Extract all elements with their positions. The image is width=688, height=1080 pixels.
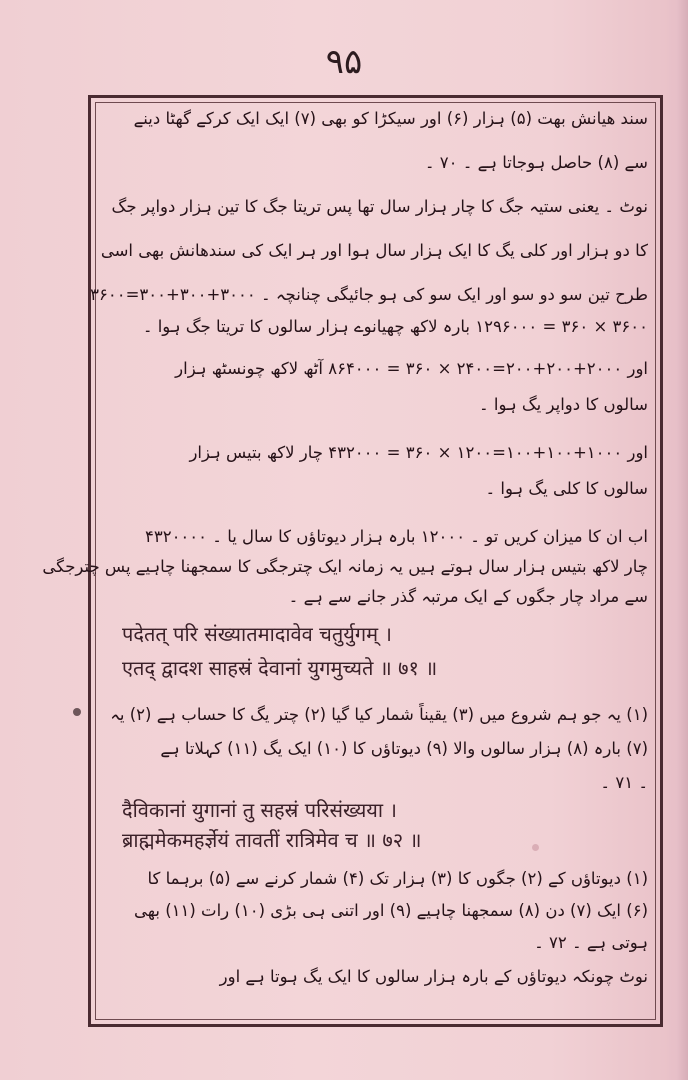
sanskrit-verse-2: एतद् द्वादश साहस्रं देवानां युगमुच्यते ॥ ७१ ॥ (122, 656, 438, 680)
urdu-line-15: (۷) بارہ (۸) ہزار سالوں والا (۹) دیوتاؤں کا (۱۰) ایک یگ (۱۱) کہلاتا ہے (160, 739, 648, 758)
urdu-line-14: (۱) یہ جو ہم شروع میں (۳) یقیناً شمار کیا گیا (۲) چتر یگ کا حساب ہے (۲) یہ (110, 705, 648, 724)
urdu-line-19: ہوتی ہے ۔ ۷۲ ۔ (534, 933, 648, 952)
urdu-line-9: اور ۱۰۰۰+۱۰۰+۱۰۰=۱۲۰۰ × ۳۶۰ = ۴۳۲۰۰۰ چار لاکھ بتیس ہزار (189, 443, 648, 462)
sanskrit-verse-1: पदेतत् परि संख्यातमादावेव चतुर्युगम् । (122, 622, 393, 646)
page-content (42, 108, 648, 1010)
urdu-line-5: طرح تین سو دو سو اور ایک سو کی ہو جائیگی چنانچہ ۔ ۳۰۰۰+۳۰۰+۳۰۰=۳۶۰۰ (90, 285, 648, 304)
urdu-line-11: اب ان کا میزان کریں تو ۔ ۱۲۰۰۰ بارہ ہزار دیوتاؤں کا سال یا ۔ ۴۳۲۰۰۰۰ (144, 527, 648, 546)
page-number: ۹۵ (325, 42, 363, 82)
urdu-line-20: نوٹ چونکہ دیوتاؤں کے بارہ ہزار سالوں کا ایک یگ ہوتا ہے اور (219, 967, 648, 986)
urdu-line-10: سالوں کا کلی یگ ہوا ۔ (485, 479, 648, 498)
urdu-line-3: نوٹ ۔ یعنی ستیہ جگ کا چار ہزار سال تھا پس تریتا جگ کا تین ہزار دواپر جگ (111, 197, 648, 216)
ink-dot (73, 708, 81, 716)
urdu-line-16: ۔ ۷۱ ۔ (600, 773, 648, 792)
urdu-line-1: سند هيانش بهت (۵) ہزار (۶) اور سیکڑا کو بھی (۷) ایک ایک کرکے گھٹا دینے (133, 109, 648, 128)
urdu-line-8: سالوں کا دواپر یگ ہوا ۔ (478, 395, 648, 414)
sanskrit-verse-3: दैविकानां युगानां तु सहस्रं परिसंख्यया । (122, 798, 398, 822)
sanskrit-verse-4: ब्राह्ममेकमहर्ज्ञेयं तावतीं रात्रिमेव च ॥ ७२ ॥ (122, 828, 422, 852)
urdu-line-18: (۶) ایک (۷) دن (۸) سمجھنا چاہیے (۹) اور اتنی ہی بڑی (۱۰) رات (۱۱) بھی (134, 901, 648, 920)
paper-spot (532, 844, 539, 851)
urdu-line-7: اور ۲۰۰۰+۲۰۰+۲۰۰=۲۴۰۰ × ۳۶۰ = ۸۶۴۰۰۰ آٹھ لاکھ چونسٹھ ہزار (175, 359, 648, 378)
urdu-line-4: کا دو ہزار اور کلی یگ کا ایک ہزار سال ہوا اور ہر ایک کی سندھانش بھی اسی (100, 241, 648, 260)
urdu-line-12: چار لاکھ بتیس ہزار سال ہوتے ہیں یہ زمانہ ایک چترجگی کا سمجھنا چاہیے پس چترجگی (42, 557, 648, 576)
urdu-line-13: سے مراد چار جگوں کے ایک مرتبہ گذر جانے سے ہے ۔ (288, 587, 648, 606)
urdu-line-6: ۳۶۰۰ × ۳۶۰ = ۱۲۹۶۰۰۰ بارہ لاکھ چھیانوے ہزار سالوں کا تریتا جگ ہوا ۔ (142, 317, 648, 336)
urdu-line-17: (۱) دیوتاؤں کے (۲) جگوں کا (۳) ہزار تک (۴) شمار کرنے سے (۵) برہما کا (147, 869, 648, 888)
urdu-line-2: سے (۸) حاصل ہوجاتا ہے ۔ ۷۰ ۔ (424, 153, 648, 172)
